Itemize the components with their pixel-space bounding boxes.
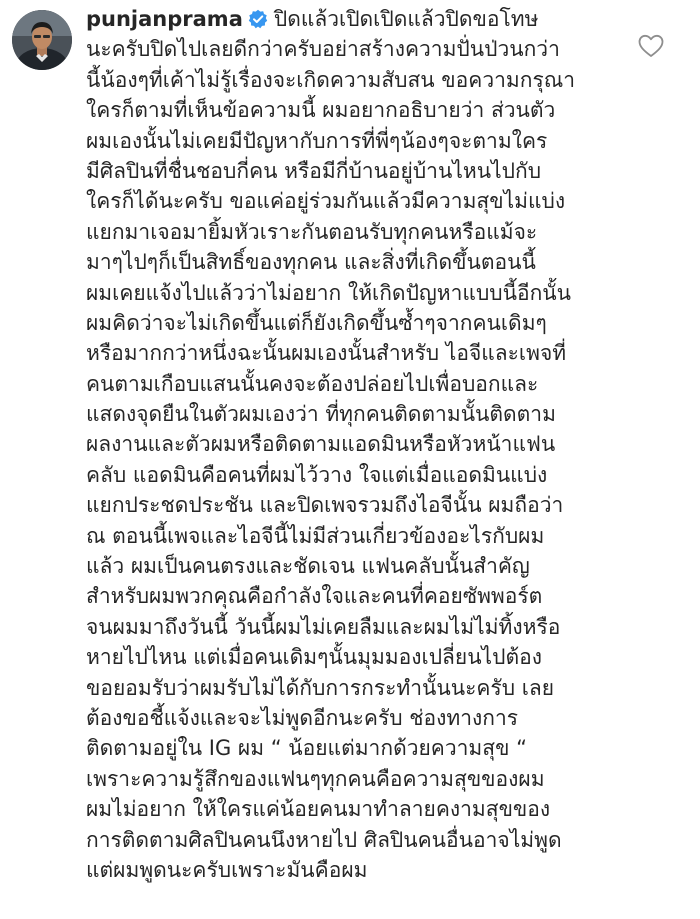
comment-text: มาๆไปๆก็เป็นสิทธิ์ของทุกคน และสิ่งที่เกิดขึ้นตอนนี้: [86, 250, 536, 275]
comment-text: ขอยอมรับว่าผมรับไม่ได้กับการกระทำนั้นนะครับ เลย: [86, 675, 555, 700]
avatar[interactable]: [12, 10, 72, 70]
comment-text: แสดงจุดยืนในตัวผมเองว่า ที่ทุกคนติดตามนั้นติดตาม: [86, 402, 556, 427]
comment-text: สำหรับผมพวกคุณคือกำลังใจและคนที่คอยซัพพอร์ต: [86, 584, 543, 609]
comment-text: ใครก็ตามที่เห็นข้อความนี้ ผมอยากอธิบายว่า ส่วนตัว: [86, 98, 556, 123]
comment-text: นี้น้องๆที่เค้าไม่รู้เรื่องจะเกิดความสับสน ขอความกรุณา: [86, 67, 576, 92]
like-button[interactable]: [638, 34, 664, 58]
comment-text: หายไปไหน แต่เมื่อคนเดิมๆนั้นมุมมองเปลี่ยนไปต้อง: [86, 645, 542, 670]
comment-text: นะครับปิดไปเลยดีกว่าครับอย่าสร้างความปั่นป่วนกว่า: [86, 37, 560, 62]
comment-text: จนผมมาถึงวันนี้ วันนี้ผมไม่เคยลืมและผมไม่ไม่ทิ้งหรือ: [86, 614, 561, 639]
comment-text: แยกประชดประชัน และปิดเพจรวมถึงไอจีนั้น ผมถือว่า: [86, 493, 564, 518]
comment-text: ต้องขอชี้แจ้งและจะไม่พูดอีกนะครับ ช่องทางการ: [86, 705, 519, 730]
comment-text: ปิดแล้วเปิดเปิดแล้วปิดขอโทษ: [273, 7, 539, 31]
comment-text: คลับ แอดมินคือคนที่ผมไว้วาง ใจแต่เมื่อแอดมินแบ่ง: [86, 462, 548, 487]
comment-text: หรือมากกว่าหนึ่งฉะนั้นผมเองนั้นสำหรับ ไอจีและเพจที่: [86, 341, 567, 366]
comment-text: แล้ว ผมเป็นคนตรงและชัดเจน แฟนคลับนั้นสำคัญ: [86, 554, 530, 579]
comment-text: การติดตามศิลปินคนนึงหายไป ศิลปินคนอื่นอาจไม่พูด: [86, 827, 562, 852]
comment-line-1: [86, 4, 626, 34]
comment-text: คนตามเกือบแสนนั้นคงจะต้องปล่อยไปเพื่อบอกและ: [86, 371, 539, 396]
comment-text: ใครก็ได้นะครับ ขอแค่อยู่ร่วมกันแล้วมีความสุขไม่แบ่ง: [86, 189, 566, 214]
comment-text: ผมไม่อยาก ให้ใครแค่น้อยคนมาทำลายคงามสุขของ: [86, 797, 551, 822]
comment-text: ผมเคยแจ้งไปแล้วว่าไม่อยาก ให้เกิดปัญหาแบบนี้อีกนั้น: [86, 280, 572, 305]
comment-body: [86, 4, 626, 885]
comment-text: มีศิลปินที่ชื่นชอบกี่คน หรือมีกี่บ้านอยู่บ้านไหนไปกับ: [86, 158, 542, 183]
comment-text: ติดตามอยู่ใน IG ผม “ น้อยแต่มากด้วยความสุข “: [86, 736, 527, 761]
verified-badge-icon: [248, 9, 268, 29]
comment-text: ผมเองนั้นไม่เคยมีปัญหากับการที่พี่ๆน้องๆจะตามใคร: [86, 128, 548, 153]
comment-text: แยกมาเจอมายิ้มหัวเราะกันตอนรับทุกคนหรือแม้จะ: [86, 219, 538, 244]
username-link[interactable]: punjanprama: [86, 7, 243, 31]
comment-text: ผมคิดว่าจะไม่เกิดขึ้นแต่ก็ยังเกิดขึ้นซ้ำๆจากคนเดิมๆ: [86, 310, 547, 335]
heart-outline-icon: [638, 34, 664, 58]
comment-text: เพราะความรู้สึกของแฟนๆทุกคนคือความสุขของผม: [86, 766, 545, 791]
comment-text: ผลงานและตัวผมหรือติดตามแอดมินหรือหัวหน้าแฟน: [86, 432, 556, 457]
comment-text: ณ ตอนนี้เพจและไอจีนี้ไม่มีส่วนเกี่ยวข้องอะไรกับผม: [86, 523, 545, 548]
comment-text: แต่ผมพูดนะครับเพราะมันคือผม: [86, 857, 368, 882]
avatar-photo: [12, 10, 72, 70]
